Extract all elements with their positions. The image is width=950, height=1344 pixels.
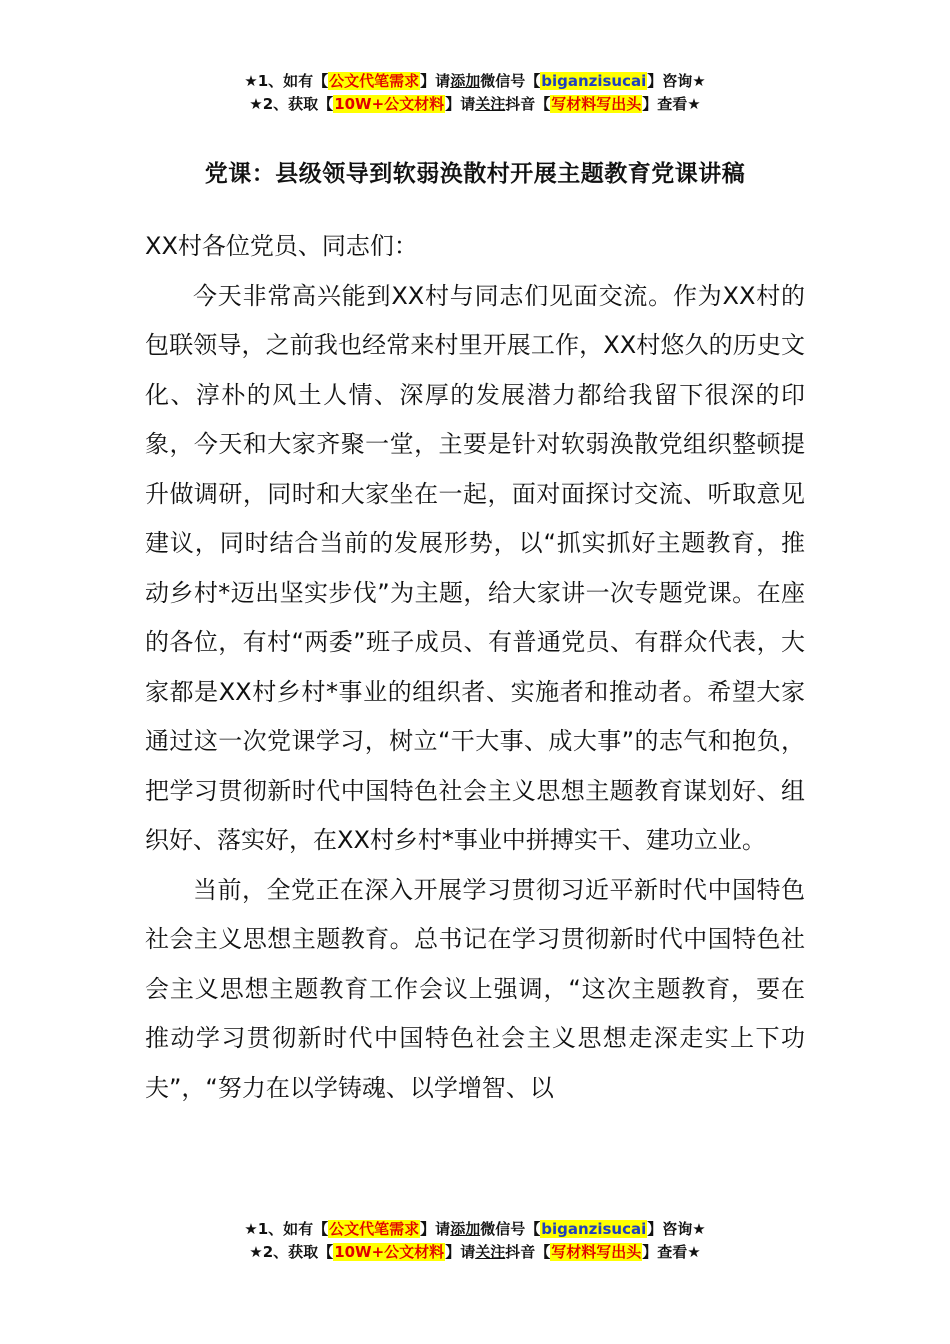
promo-text: ★1、如有【	[244, 1220, 329, 1238]
promo-line-2	[0, 93, 950, 116]
document-body	[145, 222, 805, 1113]
promo-emphasis: 关注	[475, 95, 506, 113]
promo-text: ★2、获取【	[249, 1243, 334, 1261]
promo-emphasis: 添加	[450, 72, 481, 90]
promo-text: 抖音【	[505, 95, 551, 113]
promo-text: ★1、如有【	[244, 72, 329, 90]
body-paragraph: 今天非常高兴能到XX村与同志们见面交流。作为XX村的包联领导，之前我也经常来村里开展工作，XX村悠久的历史文化、淳朴的风土人情、深厚的发展潜力都给我留下很深的印象，今天和大家齐聚一堂，主要是针对软弱涣散党组织整顿提升做调研，同时和大家坐在一起，面对面探讨交流、听取意见建议，同时结合当前的发展形势，以“抓实抓好主题教育，推动乡村*迈出坚实步伐”为主题，给大家讲一次专题党课。在座的各位，有村“两委”班子成员、有普通党员、有群众代表，大家都是XX村乡村*事业的组织者、实施者和推动者。希望大家通过这一次党课学习，树立“干大事、成大事”的志气和抱负，把学习贯彻新时代中国特色社会主义思想主题教育谋划好、组织好、落实好，在XX村乡村*事业中拼搏实干、建功立业。	[145, 281, 805, 854]
promo-highlight: 公文代笔需求	[329, 72, 420, 90]
promo-emphasis: 关注	[475, 1243, 506, 1261]
promo-line-2	[0, 1241, 950, 1264]
promo-text: 】咨询★	[647, 1220, 706, 1238]
promo-text: 】查看★	[642, 95, 701, 113]
promo-banner-bottom	[0, 1218, 950, 1264]
promo-highlight: 公文代笔需求	[329, 1220, 420, 1238]
douyin-id-highlight: 写材料写出头	[551, 1243, 642, 1261]
promo-text: 】请	[420, 72, 451, 90]
document-title: 党课：县级领导到软弱涣散村开展主题教育党课讲稿	[204, 161, 746, 187]
promo-text: 】请	[420, 1220, 451, 1238]
promo-text: 】查看★	[642, 1243, 701, 1261]
salutation: XX村各位党员、同志们：	[145, 232, 418, 260]
promo-text: 】请	[445, 1243, 476, 1261]
promo-text: 】咨询★	[647, 72, 706, 90]
promo-highlight: 10W+公文材料	[334, 1243, 445, 1261]
promo-text: 微信号【	[480, 72, 541, 90]
promo-line-1	[0, 1218, 950, 1241]
promo-text: ★2、获取【	[249, 95, 334, 113]
promo-highlight: 10W+公文材料	[334, 95, 445, 113]
wechat-id-highlight: biganzisucai	[541, 72, 647, 90]
promo-line-1	[0, 70, 950, 93]
promo-text: 微信号【	[480, 1220, 541, 1238]
promo-text: 】请	[445, 95, 476, 113]
douyin-id-highlight: 写材料写出头	[551, 95, 642, 113]
wechat-id-highlight: biganzisucai	[541, 1220, 647, 1238]
promo-banner-top	[0, 70, 950, 116]
body-paragraph: 当前，全党正在深入开展学习贯彻习近平新时代中国特色社会主义思想主题教育。总书记在学习贯彻新时代中国特色社会主义思想主题教育工作会议上强调，“这次主题教育，要在推动学习贯彻新时代中国特色社会主义思想走深走实上下功夫”，“努力在以学铸魂、以学增智、以	[145, 875, 805, 1102]
promo-emphasis: 添加	[450, 1220, 481, 1238]
promo-text: 抖音【	[505, 1243, 551, 1261]
